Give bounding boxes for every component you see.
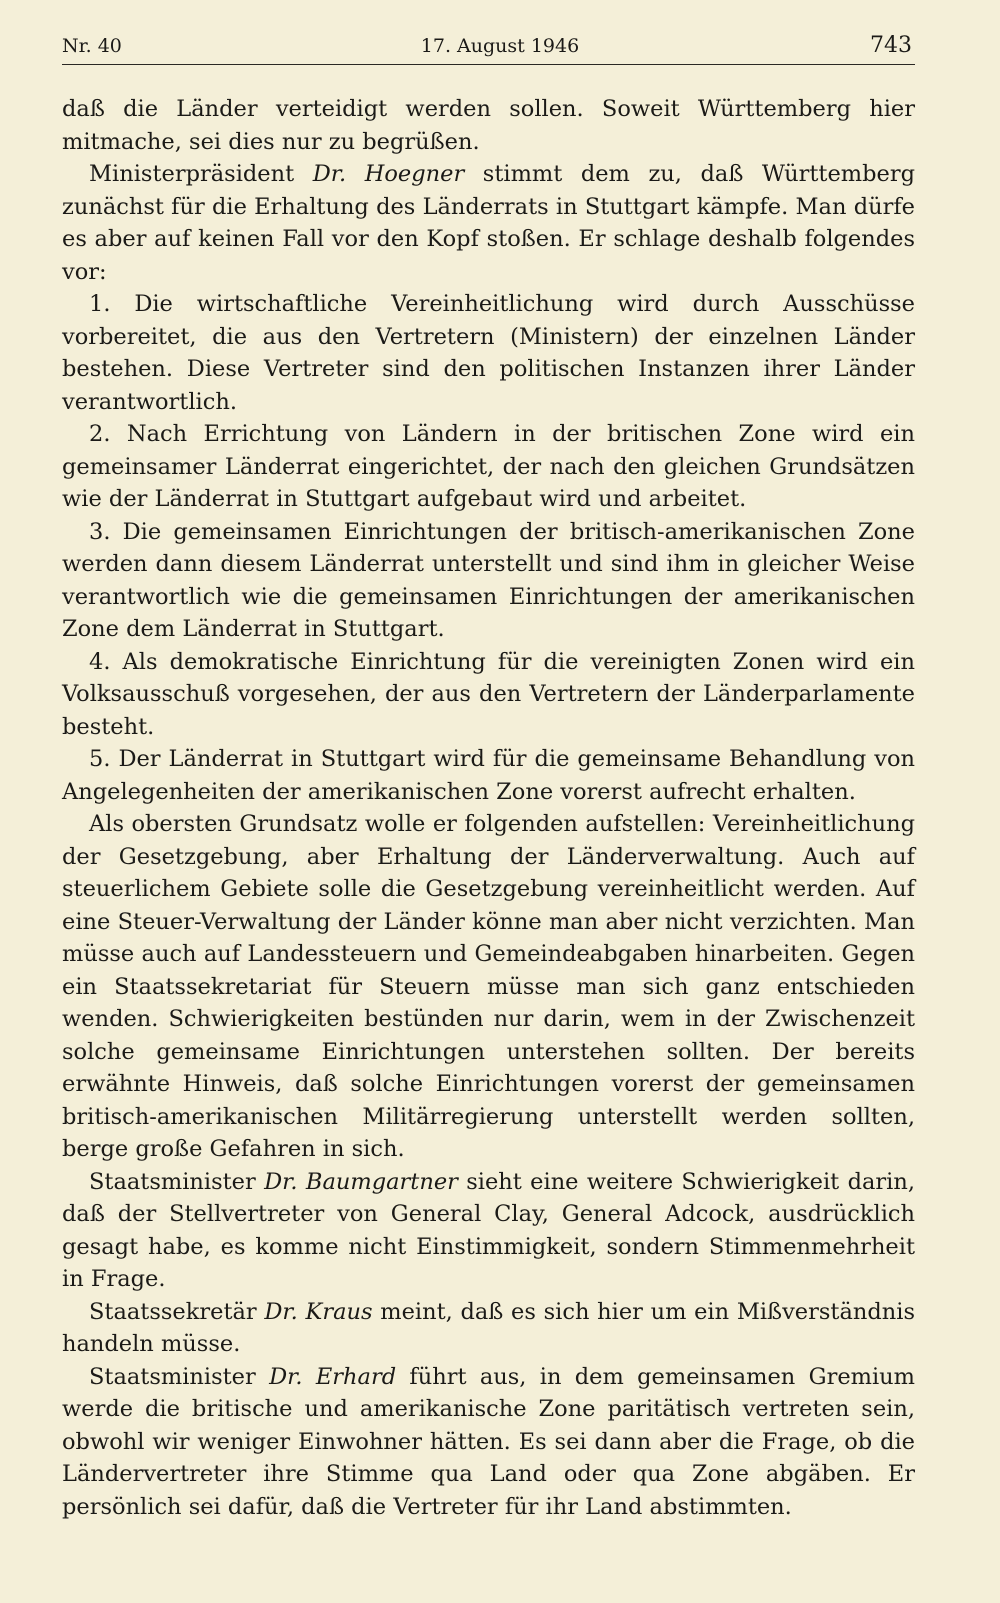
issue-number: Nr. 40 (62, 35, 122, 57)
paragraph: Staatssekretär Dr. Kraus meint, daß es sich hier um ein Mißverständnis handeln müsse. (62, 1298, 915, 1357)
paragraph: Ministerpräsident Dr. Hoegner stimmt dem zu, daß Württemberg zunächst für die Erhaltung des Länderrats in Stuttgart kämpfe. Man dürfe es aber auf keinen Fall vor den Kopf stoßen. Er schlage deshalb folgendes vor: (62, 161, 916, 285)
list-item: 4. Als demokratische Einrichtung für die vereinigten Zonen wird ein Volksausschuß vorgesehen, der aus den Vertretern der Länderparlamente besteht. (62, 648, 915, 740)
document-body (62, 93, 915, 1523)
person-name: Dr. Kraus (264, 1298, 373, 1325)
list-item: 1. Die wirtschaftliche Vereinheitlichung wird durch Ausschüsse vorbereitet, die aus den Vertretern (Ministern) der einzelnen Länder bestehen. Diese Vertreter sind den politischen Instanzen ihrer Länder verantwortlich. (62, 291, 915, 415)
paragraph: Staatsminister Dr. Baumgartner sieht eine weitere Schwierigkeit darin, daß der Stellvertreter von General Clay, General Adcock, ausdrücklich gesagt habe, es komme nicht Einstimmigkeit, sondern Stimmenmehrheit in Frage. (62, 1168, 915, 1292)
paragraph: Staatsminister Dr. Erhard führt aus, in dem gemeinsamen Gremium werde die britische und amerikanische Zone paritätisch vertreten sein, obwohl wir weniger Einwohner hätten. Es sei dann aber die Frage, ob die Ländervertreter ihre Stimme qua Land oder qua Zone abgäben. Er persönlich sei dafür, daß die Vertreter für ihr Land abstimmten. (62, 1363, 916, 1520)
paragraph: Als obersten Grundsatz wolle er folgenden aufstellen: Vereinheitlichung der Gesetzgebung, aber Erhaltung der Länderverwaltung. Auch auf steuerlichem Gebiete solle die Gesetzgebung vereinheitlicht werden. Auf eine Steuer-Verwaltung der Länder könne man aber nicht verzichten. Man müsse auch auf Landessteuern und Gemeindeabgaben hinarbeiten. Gegen ein Staatssekretariat für Steuern müsse man sich ganz entschieden wenden. Schwierigkeiten bestünden nur darin, wem in der Zwischenzeit solche gemeinsame Einrichtungen unterstehen sollten. Der bereits erwähnte Hinweis, daß solche Einrichtungen vorerst der gemeinsamen britisch-amerikanischen Militärregierung unterstellt werden sollten, berge große Gefahren in sich. (62, 811, 915, 1162)
person-name: Dr. Hoegner (312, 161, 465, 187)
person-name: Dr. Erhard (269, 1363, 397, 1390)
page-number: 743 (870, 33, 912, 58)
list-item: 2. Nach Errichtung von Ländern in der britischen Zone wird ein gemeinsamer Länderrat eingerichtet, der nach den gleichen Grundsätzen wie der Länderrat in Stuttgart aufgebaut wird und arbeitet. (62, 421, 915, 512)
paragraph: daß die Länder verteidigt werden sollen. Soweit Württemberg hier mitmache, sei dies nur zu begrüßen. (62, 96, 915, 155)
page-header (62, 34, 915, 65)
header-date: 17. August 1946 (420, 35, 580, 57)
list-item: 3. Die gemeinsamen Einrichtungen der britisch-amerikanischen Zone werden dann diesem Länderrat unterstellt und sind ihm in gleicher Weise verantwortlich wie die gemeinsamen Einrichtungen der amerikanischen Zone dem Länderrat in Stuttgart. (62, 518, 915, 642)
person-name: Dr. Baumgartner (264, 1168, 458, 1195)
list-item: 5. Der Länderrat in Stuttgart wird für die gemeinsame Behandlung von Angelegenheiten der amerikanischen Zone vorerst aufrecht erhalten. (62, 746, 915, 805)
